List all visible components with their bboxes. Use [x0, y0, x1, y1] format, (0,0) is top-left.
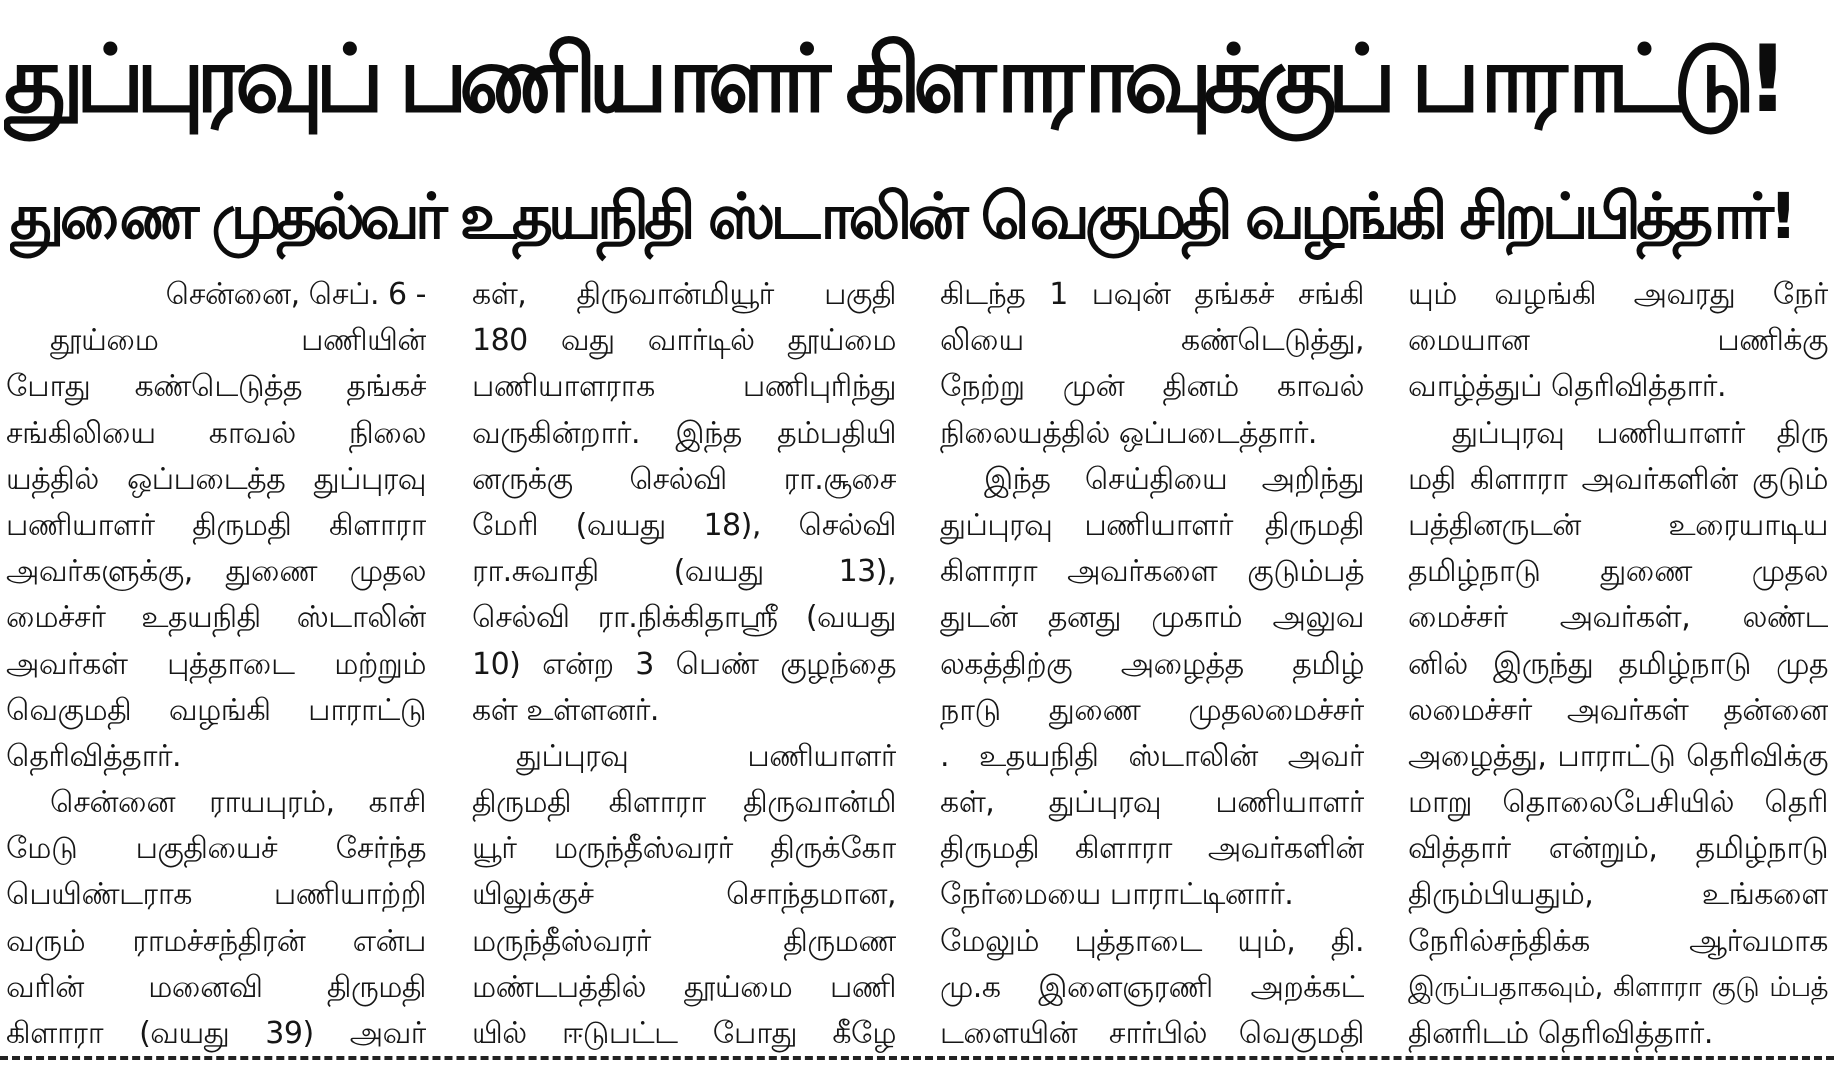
- next-article-cropped: [0, 1066, 1834, 1086]
- text-line: யிலுக்குச் சொந்தமான,: [472, 877, 896, 913]
- article-column-3: [940, 272, 1364, 1052]
- text-line: சங்கிலியை காவல் நிலை: [6, 415, 426, 451]
- text-line: கள் உள்ளனர்.: [472, 692, 659, 728]
- text-line: சென்னை ராயபுரம், காசி: [50, 785, 426, 821]
- text-line: மைச்சர் உதயநிதி ஸ்டாலின்: [6, 600, 426, 636]
- text-line: மேலும் புத்தாடை யும், தி.: [940, 923, 1364, 959]
- text-line: போது கண்டெடுத்த தங்கச்: [6, 369, 426, 405]
- text-line: மருந்தீஸ்வரர் திருமண: [472, 923, 896, 959]
- text-line: மண்டபத்தில் தூய்மை பணி: [472, 969, 896, 1005]
- article-column-1: [6, 272, 426, 1052]
- text-line: நேற்று முன் தினம் காவல்: [940, 369, 1364, 405]
- text-line: திருமதி கிளாரா அவர்களின்: [940, 831, 1364, 867]
- text-line: யும் வழங்கி அவரது நேர்: [1408, 277, 1828, 312]
- subheadline: துணை முதல்வர் உதயநிதி ஸ்டாலின் வெகுமதி வழங்கி சிறப்பித்தார்!: [10, 180, 1793, 253]
- text-line: கிளாரா அவர்களை குடும்பத்: [940, 554, 1364, 590]
- text-line: அவர்கள் புத்தாடை மற்றும்: [6, 646, 426, 682]
- text-line: நேரில்சந்திக்க ஆர்வமாக: [1408, 923, 1828, 959]
- text-line: கள், துப்புரவு பணியாளர்: [940, 785, 1364, 821]
- headline: துப்புரவுப் பணியாளர் கிளாராவுக்குப் பாராட்டு!: [4, 25, 1780, 133]
- text-line: னில் இருந்து தமிழ்நாடு முத: [1408, 646, 1828, 682]
- text-line: மேரி (வயது 18), செல்வி: [472, 507, 896, 543]
- text-line: லியை கண்டெடுத்து,: [940, 323, 1364, 359]
- text-line: . உதயநிதி ஸ்டாலின் அவர்: [940, 738, 1364, 774]
- dateline: சென்னை, செப். 6 -: [165, 277, 426, 312]
- text-line: தெரிவித்தார்.: [6, 738, 182, 774]
- text-line: திரும்பியதும், உங்களை: [1408, 877, 1828, 913]
- text-line: வாழ்த்துப் தெரிவித்தார்.: [1408, 369, 1727, 405]
- text-line: துப்புரவு பணியாளர்: [516, 738, 896, 774]
- text-line: யத்தில் ஒப்படைத்த துப்புரவு: [6, 461, 426, 497]
- text-line: நேர்மையை பாராட்டினார்.: [940, 877, 1294, 913]
- text-line: கிடந்த 1 பவுன் தங்கச் சங்கி: [940, 277, 1364, 312]
- text-line: கள், திருவான்மியூர் பகுதி: [472, 277, 896, 312]
- text-line: வரின் மனைவி திருமதி: [6, 969, 426, 1005]
- text-line: வித்தார் என்றும், தமிழ்நாடு: [1408, 831, 1828, 867]
- article-column-2: [472, 272, 896, 1052]
- text-line: மையான பணிக்கு: [1408, 323, 1828, 359]
- text-line: பணியாளர் திருமதி கிளாரா: [6, 507, 426, 543]
- text-line: லகத்திற்கு அழைத்த தமிழ்: [940, 646, 1364, 682]
- text-line: செல்வி ரா.நிக்கிதாஸ்ரீ (வயது: [472, 600, 896, 636]
- text-line: இந்த செய்தியை அறிந்து: [984, 461, 1364, 497]
- text-line: 10) என்ற 3 பெண் குழந்தை: [472, 646, 896, 682]
- text-line: நாடு துணை முதலமைச்சர்: [940, 692, 1364, 728]
- text-line: லமைச்சர் அவர்கள் தன்னை: [1408, 692, 1828, 728]
- text-line: அழைத்து, பாராட்டு தெரிவிக்கு: [1408, 738, 1828, 774]
- text-line: டளையின் சார்பில் வெகுமதி: [940, 1016, 1364, 1051]
- text-line: மு.க இளைஞரணி அறக்கட்: [940, 969, 1364, 1005]
- text-line: பெயிண்டராக பணியாற்றி: [6, 877, 426, 913]
- text-line: பத்தினருடன் உரையாடிய: [1408, 507, 1828, 543]
- text-line: துடன் தனது முகாம் அலுவ: [940, 600, 1364, 636]
- text-line: மாறு தொலைபேசியில் தெரி: [1408, 785, 1828, 821]
- text-line: திருமதி கிளாரா திருவான்மி: [472, 785, 896, 821]
- text-line: வருகின்றார். இந்த தம்பதியி: [472, 415, 896, 451]
- text-line: தமிழ்நாடு துணை முதல: [1408, 554, 1828, 590]
- text-line: மதி கிளாரா அவர்களின் குடும்: [1408, 461, 1828, 497]
- text-line: தினரிடம் தெரிவித்தார்.: [1408, 1016, 1713, 1051]
- text-line: நிலையத்தில் ஒப்படைத்தார்.: [940, 415, 1317, 451]
- text-line: வெகுமதி வழங்கி பாராட்டு: [6, 692, 426, 728]
- text-line: வரும் ராமச்சந்திரன் என்ப: [6, 923, 426, 959]
- text-line: ரா.சுவாதி (வயது 13),: [472, 554, 896, 590]
- text-line: இருப்பதாகவும், கிளாரா குடு ம்பத்: [1408, 971, 1828, 1003]
- text-line: 180 வது வார்டில் தூய்மை: [472, 323, 896, 359]
- section-divider: [0, 1056, 1834, 1060]
- text-line: தூய்மை பணியின்: [50, 323, 426, 359]
- text-line: யூர் மருந்தீஸ்வரர் திருக்கோ: [472, 831, 896, 867]
- text-line: மேடு பகுதியைச் சேர்ந்த: [6, 831, 426, 867]
- text-line: யில் ஈடுபட்ட போது கீழே: [472, 1016, 896, 1051]
- text-line: மைச்சர் அவர்கள், லண்ட: [1408, 600, 1828, 636]
- text-line: கிளாரா (வயது 39) அவர்: [6, 1016, 426, 1051]
- text-line: துப்புரவு பணியாளர் திருமதி: [940, 507, 1364, 543]
- article-column-4: [1408, 272, 1828, 1052]
- text-line: பணியாளராக பணிபுரிந்து: [472, 369, 896, 405]
- text-line: னருக்கு செல்வி ரா.சூசை: [472, 461, 896, 497]
- text-line: அவர்களுக்கு, துணை முதல: [6, 554, 426, 590]
- article-body: [0, 272, 1834, 1052]
- text-line: துப்புரவு பணியாளர் திரு: [1452, 415, 1828, 451]
